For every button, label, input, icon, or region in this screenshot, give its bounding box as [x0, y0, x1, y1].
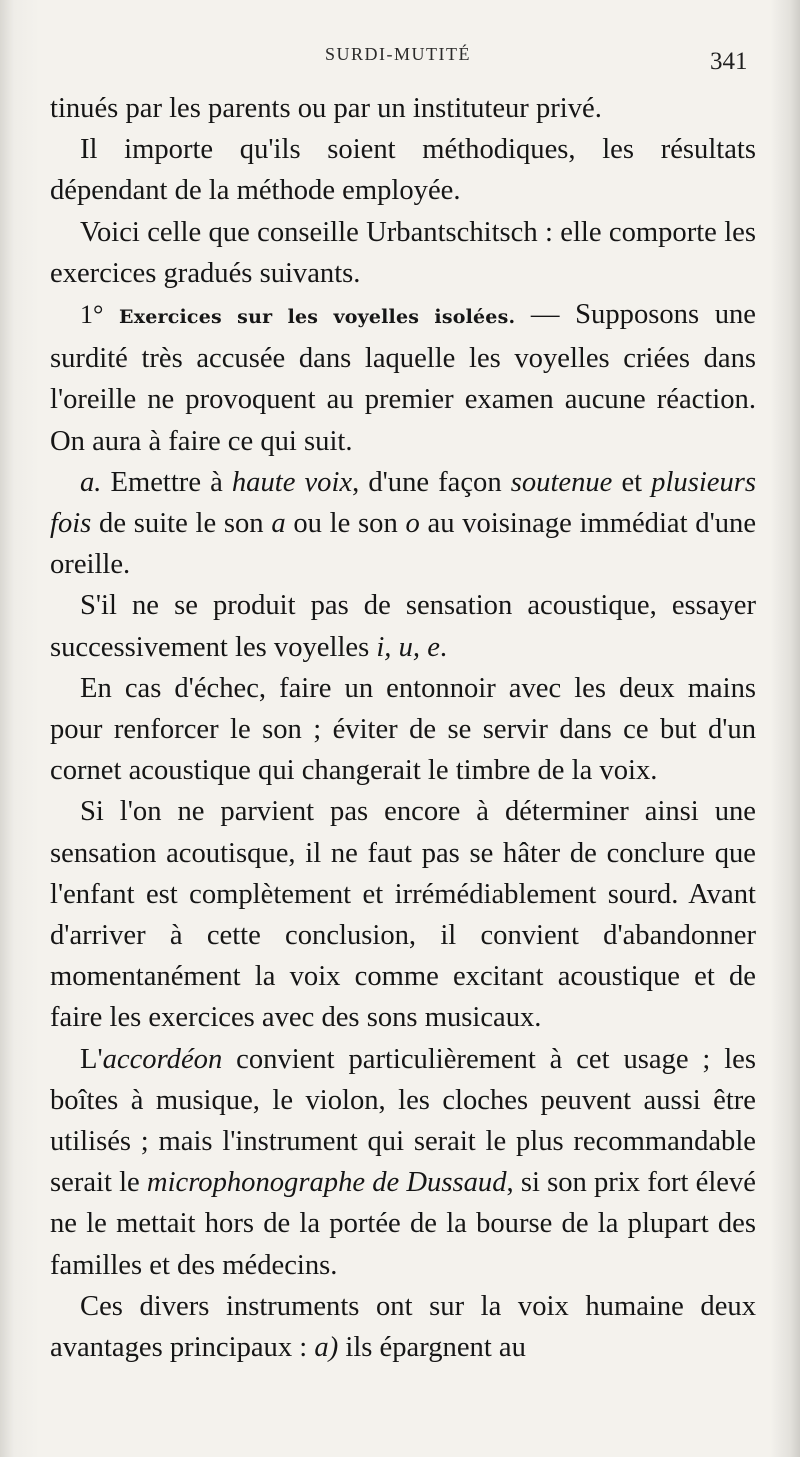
paragraph-1: tinués par les parents ou par un instituteur privé.: [50, 93, 602, 124]
italic-run: a): [314, 1332, 339, 1364]
text-run: de suite le son: [91, 508, 272, 540]
text-run: Emettre à: [101, 466, 232, 498]
running-title: SURDI-MUTITÉ: [325, 44, 471, 64]
text-run: ils épargnent au: [338, 1332, 526, 1364]
text-run: , d'une façon: [352, 466, 511, 498]
italic-run: a: [271, 508, 286, 540]
paragraph-2: Il importe qu'ils soient méthodiques, les résultats dépendant de la méthode employée.: [50, 134, 756, 207]
text-run: S'il ne se produit pas de sensation acoustique, essayer successivement les voyelles: [50, 590, 756, 663]
italic-run: soutenue: [510, 466, 613, 498]
text-run: Ces divers instruments ont sur la voix humaine deux avantages principaux :: [50, 1290, 756, 1364]
body-text: [50, 88, 756, 1368]
paragraph-8: Si l'on ne parvient pas encore à déterminer ainsi une sensation acoutisque, il ne faut pas se hâter de conclure que l'enfant est complètement et irrémédiablement sourd. Avant d'arriver à cette conclusion, il convient d'abandonner momentanément la voix comme excitant acoustique et de faire les exercices avec des sons musicaux.: [50, 796, 756, 1034]
section-number: 1°: [80, 300, 104, 330]
section-heading: Exercices sur les voyelles isolées.: [119, 306, 516, 329]
paragraph-9: [50, 1039, 756, 1286]
paragraph-3: Voici celle que conseille Urbantschitsch : elle comporte les exercices gradués suivants.: [50, 216, 756, 289]
paragraph-7: En cas d'échec, faire un entonnoir avec les deux mains pour renforcer le son ; éviter de se servir dans ce but d'un cornet acoustique qui changerait le timbre de la voix.: [50, 672, 756, 787]
paragraph-5: [50, 462, 756, 586]
text-run: , si son prix fort élevé ne le mettait hors de la portée de la bourse de la plupart des familles et des médecins.: [50, 1167, 756, 1281]
text-run: ou le son: [285, 508, 406, 540]
paragraph-4: [50, 294, 756, 462]
italic-run: o: [405, 508, 420, 540]
italic-run: haute voix: [231, 466, 353, 498]
italic-run: microphonographe de Dussaud: [146, 1167, 507, 1199]
paragraph-6: [50, 585, 756, 667]
italic-run: plusieurs fois: [50, 466, 757, 540]
text-run: et: [612, 466, 652, 498]
text-run: .: [439, 631, 448, 663]
italic-run: accordéon: [102, 1043, 223, 1075]
paragraph-4-text: — Supposons une surdité très accusée dans laquelle les voyelles criées dans l'oreille ne provoquent au premier examen aucune réaction. On aura à faire ce qui suit.: [50, 299, 756, 457]
paragraph-10: [50, 1286, 756, 1368]
page-number: 341: [710, 48, 748, 75]
italic-run: i, u, e: [376, 631, 440, 663]
item-letter-a: a.: [80, 466, 102, 498]
text-run: convient particulièrement à cet usage ; les boîtes à musique, le violon, les cloches peuvent aussi être utilisés ; mais l'instrument qui serait le plus recommandable serait le: [50, 1043, 756, 1199]
running-head: [0, 44, 800, 74]
text-run: L': [80, 1043, 103, 1075]
text-run: au voisinage immédiat d'une oreille.: [50, 508, 757, 581]
